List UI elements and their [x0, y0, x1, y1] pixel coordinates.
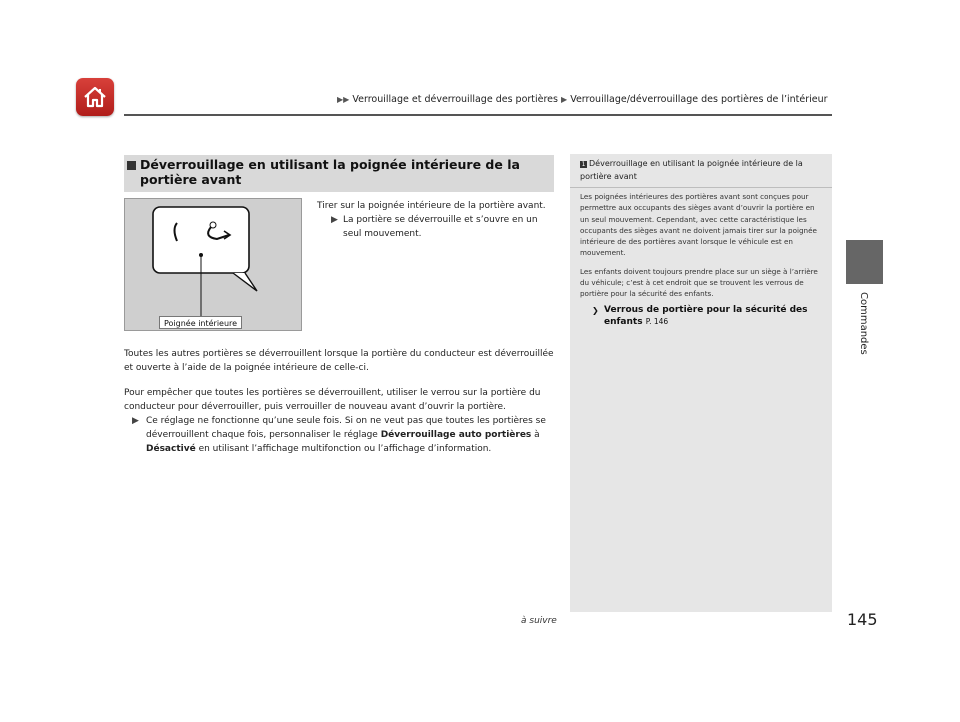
note-marker-icon: 1 — [581, 161, 586, 168]
reference-page: P. 146 — [645, 316, 669, 326]
breadcrumb-arrow-icon: ▶ — [561, 95, 568, 104]
paragraph-other-doors: Toutes les autres portières se déverrouillent lorsque la portière du conducteur est déverrouillée et ouverte à l’aide de la poignée intérieure de celle-ci. — [124, 349, 554, 373]
paragraph-prevent-unlock-note: ▶ Ce réglage ne fonctionne qu’une seule fois. Si on ne veut pas que toutes les portières se déverrouillent chaque fois, personnaliser le réglage Déverrouillage auto portières à Désactivé en utilisant l’affichage multifonction ou l’affichage d’information. — [132, 416, 546, 454]
section-title: Déverrouillage en utilisant la poignée intérieure de la portière avant — [140, 157, 520, 187]
section-heading — [124, 155, 554, 192]
instruction-step: Tirer sur la poignée intérieure de la portière avant. — [317, 201, 546, 211]
chapter-tab-label: Commandes — [858, 292, 869, 355]
note-paragraph: Les poignées intérieures des portières avant sont conçues pour permettre aux occupants des sièges avant d’ouvrir la portière en un seul mouvement. Cependant, avec cette caractéristique les occupants des sièges avant ne doivent jamais tirer sur la poignée intérieure de des portières avant lorsque le véhicule est en mouvement. — [580, 192, 817, 258]
breadcrumb — [337, 94, 828, 105]
section-square-icon — [127, 161, 136, 170]
header-divider — [124, 114, 832, 116]
setting-name: Déverrouillage auto portières — [380, 430, 532, 440]
instruction-result: ▶ La portière se déverrouille et s’ouvre en un seul mouvement. — [331, 215, 538, 239]
breadcrumb-link-lock-unlock[interactable]: Verrouillage et déverrouillage des portières — [352, 94, 558, 105]
door-handle-illustration — [124, 198, 302, 331]
notes-body — [580, 191, 825, 328]
continued-label: à suivre — [521, 616, 557, 626]
cross-reference-link[interactable]: ❯ Verrous de portière pour la sécurité des enfants P. 146 — [592, 304, 808, 327]
figure-callout-label: Poignée intérieure — [159, 316, 242, 329]
note-paragraph: Les enfants doivent toujours prendre place sur un siège à l’arrière du véhicule; c’est à cet endroit que se trouvent les verrous de portière pour la sécurité des enfants. — [580, 266, 818, 299]
breadcrumb-current: Verrouillage/déverrouillage des portières de l’intérieur — [570, 94, 828, 105]
page-number: 145 — [847, 610, 878, 629]
breadcrumb-arrow-icon: ▶▶ — [337, 95, 350, 104]
reference-arrow-icon: ❯ — [592, 305, 599, 315]
setting-value: Désactivé — [146, 444, 196, 454]
instruction-block — [317, 199, 557, 241]
paragraph-prevent-unlock: Pour empêcher que toutes les portières se déverrouillent, utiliser le verrou sur la portière du conducteur pour déverrouiller, puis verrouiller de nouveau avant d’ouvrir la portière. ▶ Ce réglage ne fonctionne qu’une seule fois. Si on ne veut pas que toutes les portières se déverrouillent chaque fois, personnaliser le réglage Déverrouillage auto portières à Désactivé en utilisant l’affichage multifonction ou l’affichage d’information. — [124, 386, 556, 456]
chapter-tab[interactable] — [846, 240, 883, 284]
note-arrow-icon: ▶ — [132, 416, 139, 426]
notes-heading: 1 Déverrouillage en utilisant la poignée intérieure de la portière avant — [570, 154, 832, 188]
home-icon — [82, 84, 108, 110]
home-button[interactable] — [76, 78, 114, 116]
notes-panel — [570, 154, 832, 612]
result-arrow-icon: ▶ — [331, 215, 338, 225]
door-handle-drawing — [125, 199, 302, 331]
